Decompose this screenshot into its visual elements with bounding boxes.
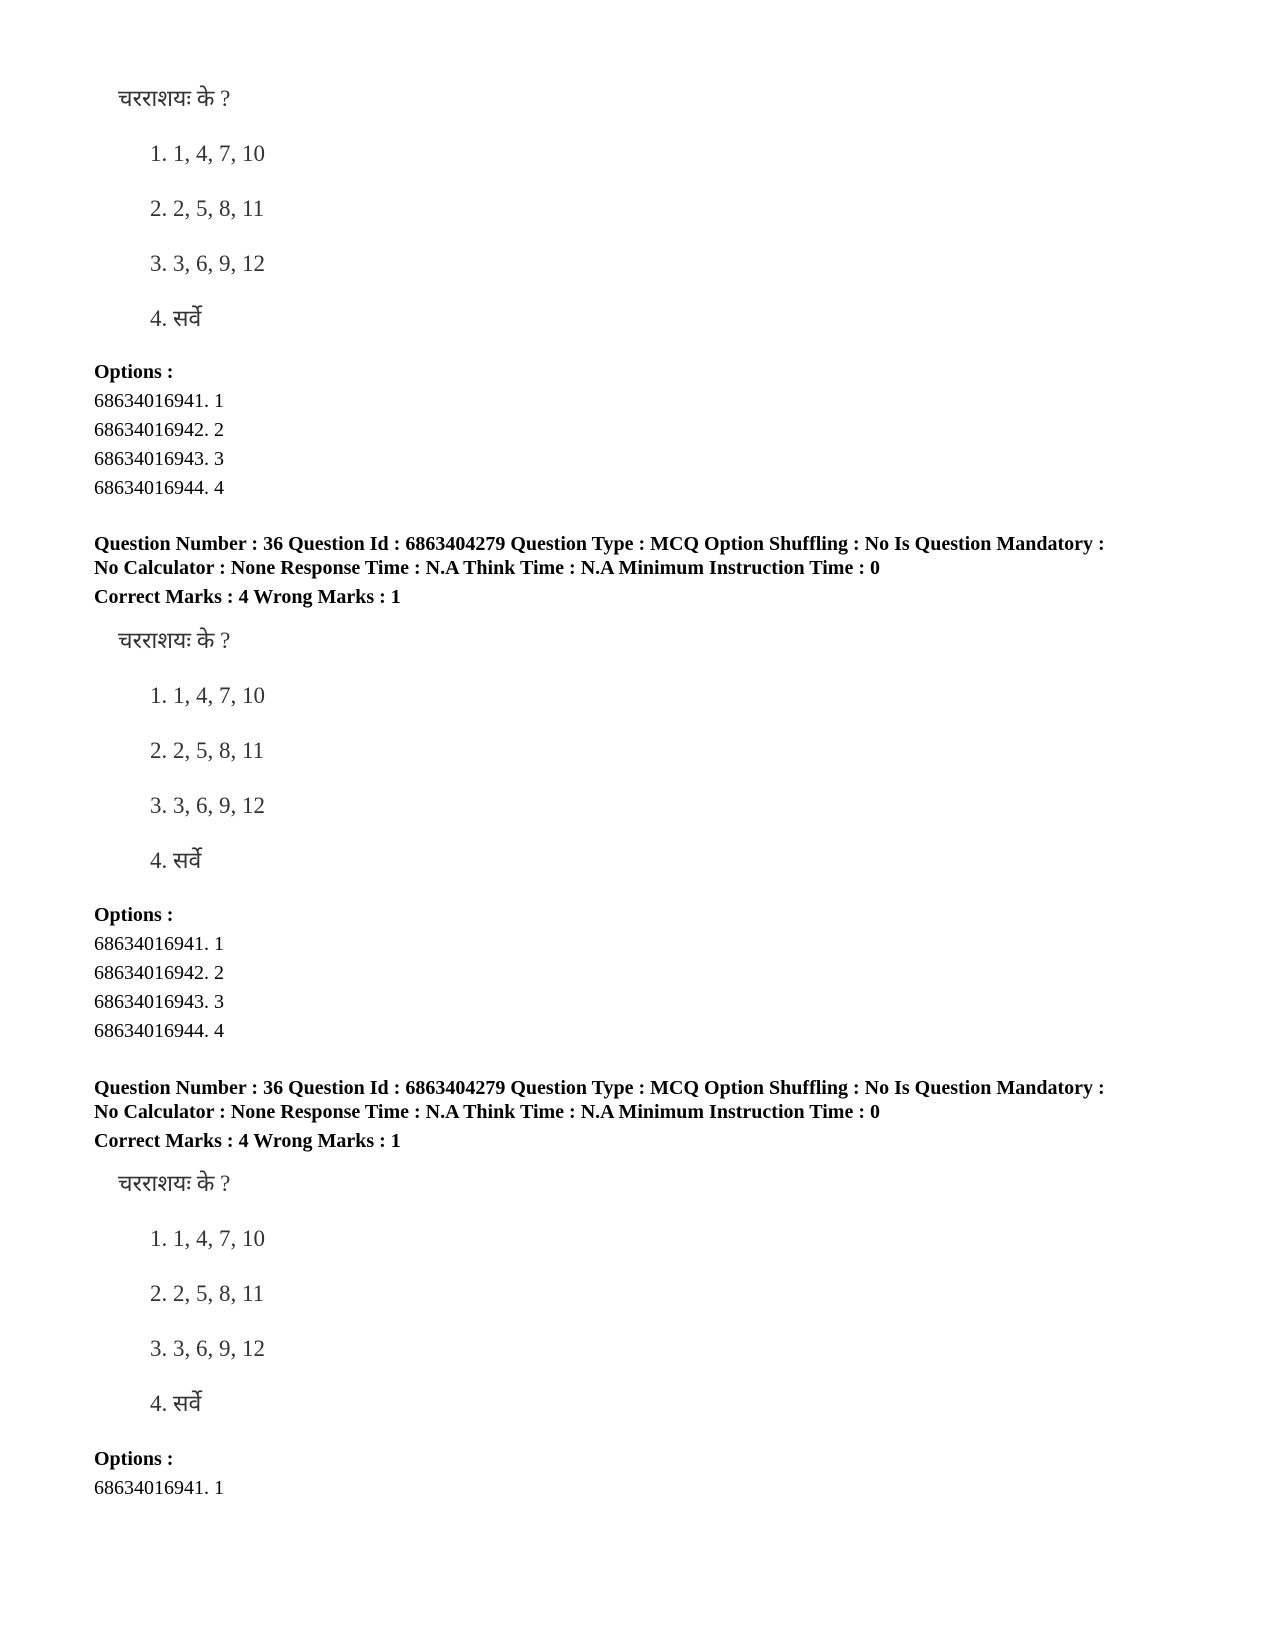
marks-line: Correct Marks : 4 Wrong Marks : 1 — [94, 586, 401, 608]
options-label: Options : — [94, 1448, 174, 1470]
option-row: 68634016943. 3 — [94, 991, 224, 1013]
question-choice: 2. 2, 5, 8, 11 — [150, 196, 265, 221]
question-meta — [94, 1076, 1244, 1153]
options-block — [94, 901, 224, 1046]
question-choice: 2. 2, 5, 8, 11 — [150, 738, 265, 763]
option-row: 68634016942. 2 — [94, 962, 224, 984]
option-row: 68634016941. 1 — [94, 390, 224, 412]
question-image — [118, 82, 678, 336]
question-meta-line: No Calculator : None Response Time : N.A Think Time : N.A Minimum Instruction Time : 0 — [94, 1101, 880, 1123]
option-row: 68634016941. 1 — [94, 1477, 224, 1499]
question-meta — [94, 532, 1244, 609]
options-block — [94, 358, 224, 503]
question-choice: 4. सर्वे — [150, 848, 202, 873]
question-image — [118, 624, 678, 878]
question-stem: चरराशयः के ? — [118, 628, 231, 653]
option-row: 68634016941. 1 — [94, 933, 224, 955]
options-block — [94, 1445, 224, 1503]
option-row: 68634016944. 4 — [94, 477, 224, 499]
option-row: 68634016942. 2 — [94, 419, 224, 441]
question-choice: 1. 1, 4, 7, 10 — [150, 683, 265, 708]
option-row: 68634016944. 4 — [94, 1020, 224, 1042]
question-choice: 3. 3, 6, 9, 12 — [150, 793, 265, 818]
question-meta-line: No Calculator : None Response Time : N.A Think Time : N.A Minimum Instruction Time : 0 — [94, 557, 880, 579]
question-meta-line: Question Number : 36 Question Id : 6863404279 Question Type : MCQ Option Shuffling : No Is Question Mandatory : — [94, 533, 1105, 555]
question-stem: चरराशयः के ? — [118, 86, 231, 111]
question-choice: 4. सर्वे — [150, 1391, 202, 1416]
question-choice: 1. 1, 4, 7, 10 — [150, 141, 265, 166]
options-label: Options : — [94, 904, 174, 926]
question-meta-line: Question Number : 36 Question Id : 6863404279 Question Type : MCQ Option Shuffling : No Is Question Mandatory : — [94, 1077, 1105, 1099]
option-row: 68634016943. 3 — [94, 448, 224, 470]
question-choice: 4. सर्वे — [150, 306, 202, 331]
question-choice: 2. 2, 5, 8, 11 — [150, 1281, 265, 1306]
options-label: Options : — [94, 361, 174, 383]
question-choice: 1. 1, 4, 7, 10 — [150, 1226, 265, 1251]
question-stem: चरराशयः के ? — [118, 1171, 231, 1196]
marks-line: Correct Marks : 4 Wrong Marks : 1 — [94, 1130, 401, 1152]
question-image — [118, 1167, 678, 1421]
question-choice: 3. 3, 6, 9, 12 — [150, 251, 265, 276]
question-choice: 3. 3, 6, 9, 12 — [150, 1336, 265, 1361]
